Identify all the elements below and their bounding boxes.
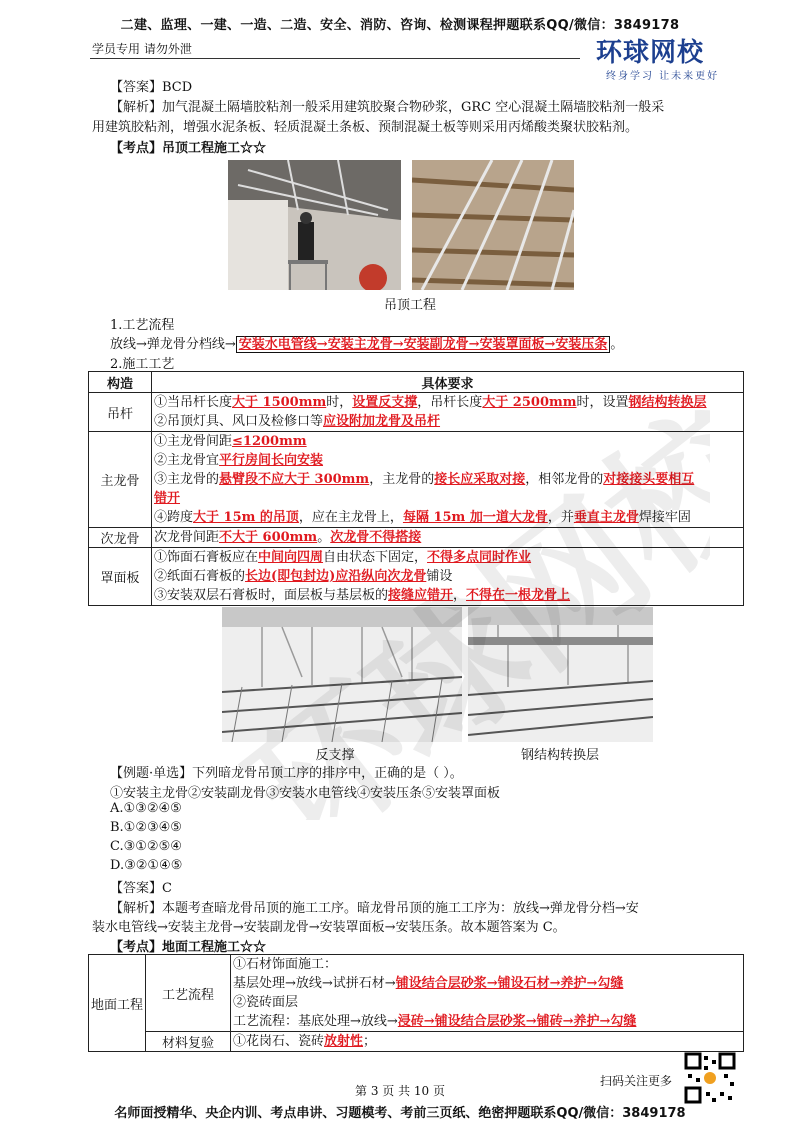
ceiling-work-photo-1 xyxy=(228,160,401,290)
answer-line: 【答案】BCD xyxy=(110,80,193,95)
process-heading-2: 2.施工工艺 xyxy=(110,357,175,372)
example-analysis-2: 装水电管线→安装主龙骨→安装副龙骨→安装罩面板→安装压条。故本题答案为 C。 xyxy=(92,920,566,935)
svg-text:环球网校: 环球网校 xyxy=(219,377,710,820)
row-name-zhulonggu: 主龙骨 xyxy=(89,432,152,528)
analysis-line-1: 【解析】加气混凝土隔墙胶粘剂一般采用建筑胶聚合物砂浆，GRC 空心混凝土隔墙胶粘剂一般采 xyxy=(110,100,665,115)
steel-transfer-diagram xyxy=(468,607,653,742)
row-content-zhulonggu: ①主龙骨间距≤1200mm ②主龙骨宜平行房间长向安装 ③主龙骨的悬臂段不应大于 300mm，主龙骨的接长应采取对接，相邻龙骨的对接接头要相互 错开 ④跨度大于 15m 的吊顶，应在主龙骨上，每隔 15m 加一道大龙骨，并垂直主龙骨焊接牢固 xyxy=(152,432,744,528)
th-requirements: 具体要求 xyxy=(152,372,744,393)
floor-table xyxy=(88,954,744,1052)
example-answer: 【答案】C xyxy=(110,881,172,896)
floor-material-name: 材料复验 xyxy=(146,1032,231,1052)
process-heading: 1.工艺流程 xyxy=(110,318,175,333)
option-d: D.③②①④⑤ xyxy=(110,858,183,873)
example-question: 【例题·单选】下列暗龙骨吊顶工序的排序中，正确的是（ ）。 xyxy=(110,766,463,781)
caption-reverse-support: 反支撑 xyxy=(315,748,355,763)
row-content-diaogan: ①当吊杆长度大于 1500mm时，设置反支撑，吊杆长度大于 2500mm时，设置钢结构转换层 ②吊顶灯具、风口及检修口等应设附加龙骨及吊杆 xyxy=(152,393,744,432)
row-name-cilonggu: 次龙骨 xyxy=(89,528,152,548)
row-content-cilonggu: 次龙骨间距不大于 600mm。次龙骨不得搭接 xyxy=(152,528,744,548)
caption-steel-transfer: 钢结构转换层 xyxy=(520,748,599,763)
analysis-line-2: 用建筑胶粘剂，增强水泥条板、轻质混凝土条板、预制混凝土板等则采用丙烯酸类聚状胶粘剂。 xyxy=(92,120,639,135)
scan-follow-text: 扫码关注更多 xyxy=(600,1074,673,1088)
row-name-diaogan: 吊杆 xyxy=(89,393,152,432)
process-key-steps: 安装水电管线→安装主龙骨→安装副龙骨→安装罩面板→安装压条 xyxy=(236,336,611,353)
example-analysis-1: 【解析】本题考查暗龙骨吊顶的施工工序。暗龙骨吊顶的施工工序为：放线→弹龙骨分档→安 xyxy=(110,901,639,916)
option-c: C.③①②⑤④ xyxy=(110,839,182,854)
brand-logo xyxy=(596,32,736,82)
row-content-zhaomianban: ①饰面石膏板应在中间向四周自由状态下固定，不得多点同时作业 ②纸面石膏板的长边(即包封边)应沿纵向次龙骨铺设 ③安装双层石膏板时，面层板与基层板的接缝应错开，不得在一根龙骨上 xyxy=(152,548,744,606)
footer-contact: 名师面授精华、央企内训、考点串讲、习题模考、考前三页纸、绝密押题联系QQ/微信：3849178 xyxy=(114,1106,686,1121)
example-items: ①安装主龙骨②安装副龙骨③安装水电管线④安装压条⑤安装罩面板 xyxy=(110,786,501,801)
floor-material-content: ①花岗石、瓷砖放射性； xyxy=(231,1032,744,1052)
option-a: A.①③②④⑤ xyxy=(110,801,182,816)
floor-process-content: ①石材饰面施工： 基层处理→放线→试拼石材→铺设结合层砂浆→铺设石材→养护→勾缝 ②瓷砖面层 工艺流程：基底处理→放线→浸砖→铺设结合层砂浆→铺砖→养护→勾缝 xyxy=(231,955,744,1032)
process-flow: 放线→弹龙骨分档线→ 安装水电管线→安装主龙骨→安装副龙骨→安装罩面板→安装压条 。 xyxy=(110,337,624,352)
reverse-support-diagram xyxy=(222,607,462,742)
option-b: B.①②③④⑤ xyxy=(110,820,182,835)
ceiling-requirements-table xyxy=(88,371,744,606)
header-contact: 二建、监理、一建、一造、二造、安全、消防、咨询、检测课程押题联系QQ/微信：3849178 xyxy=(120,18,680,33)
ceiling-work-photo-2 xyxy=(412,160,574,290)
header-student-only: 学员专用 请勿外泄 xyxy=(92,42,192,56)
process-prefix: 放线→弹龙骨分档线→ xyxy=(110,337,236,352)
kaodian-ceiling: 【考点】吊顶工程施工☆☆ xyxy=(110,141,267,156)
row-name-zhaomianban: 罩面板 xyxy=(89,548,152,606)
caption-ceiling-work: 吊顶工程 xyxy=(383,298,436,313)
header-rule xyxy=(90,58,580,59)
logo-main-text: 环球网校 xyxy=(596,38,705,68)
floor-process-name: 工艺流程 xyxy=(146,955,231,1032)
page-number: 第 3 页 共 10 页 xyxy=(355,1084,445,1098)
logo-slogan: 终身学习 让未来更好 xyxy=(606,71,720,82)
floor-col-title: 地面工程 xyxy=(89,955,146,1052)
th-construction: 构造 xyxy=(89,372,152,393)
kaodian-floor: 【考点】地面工程施工☆☆ xyxy=(110,940,267,955)
